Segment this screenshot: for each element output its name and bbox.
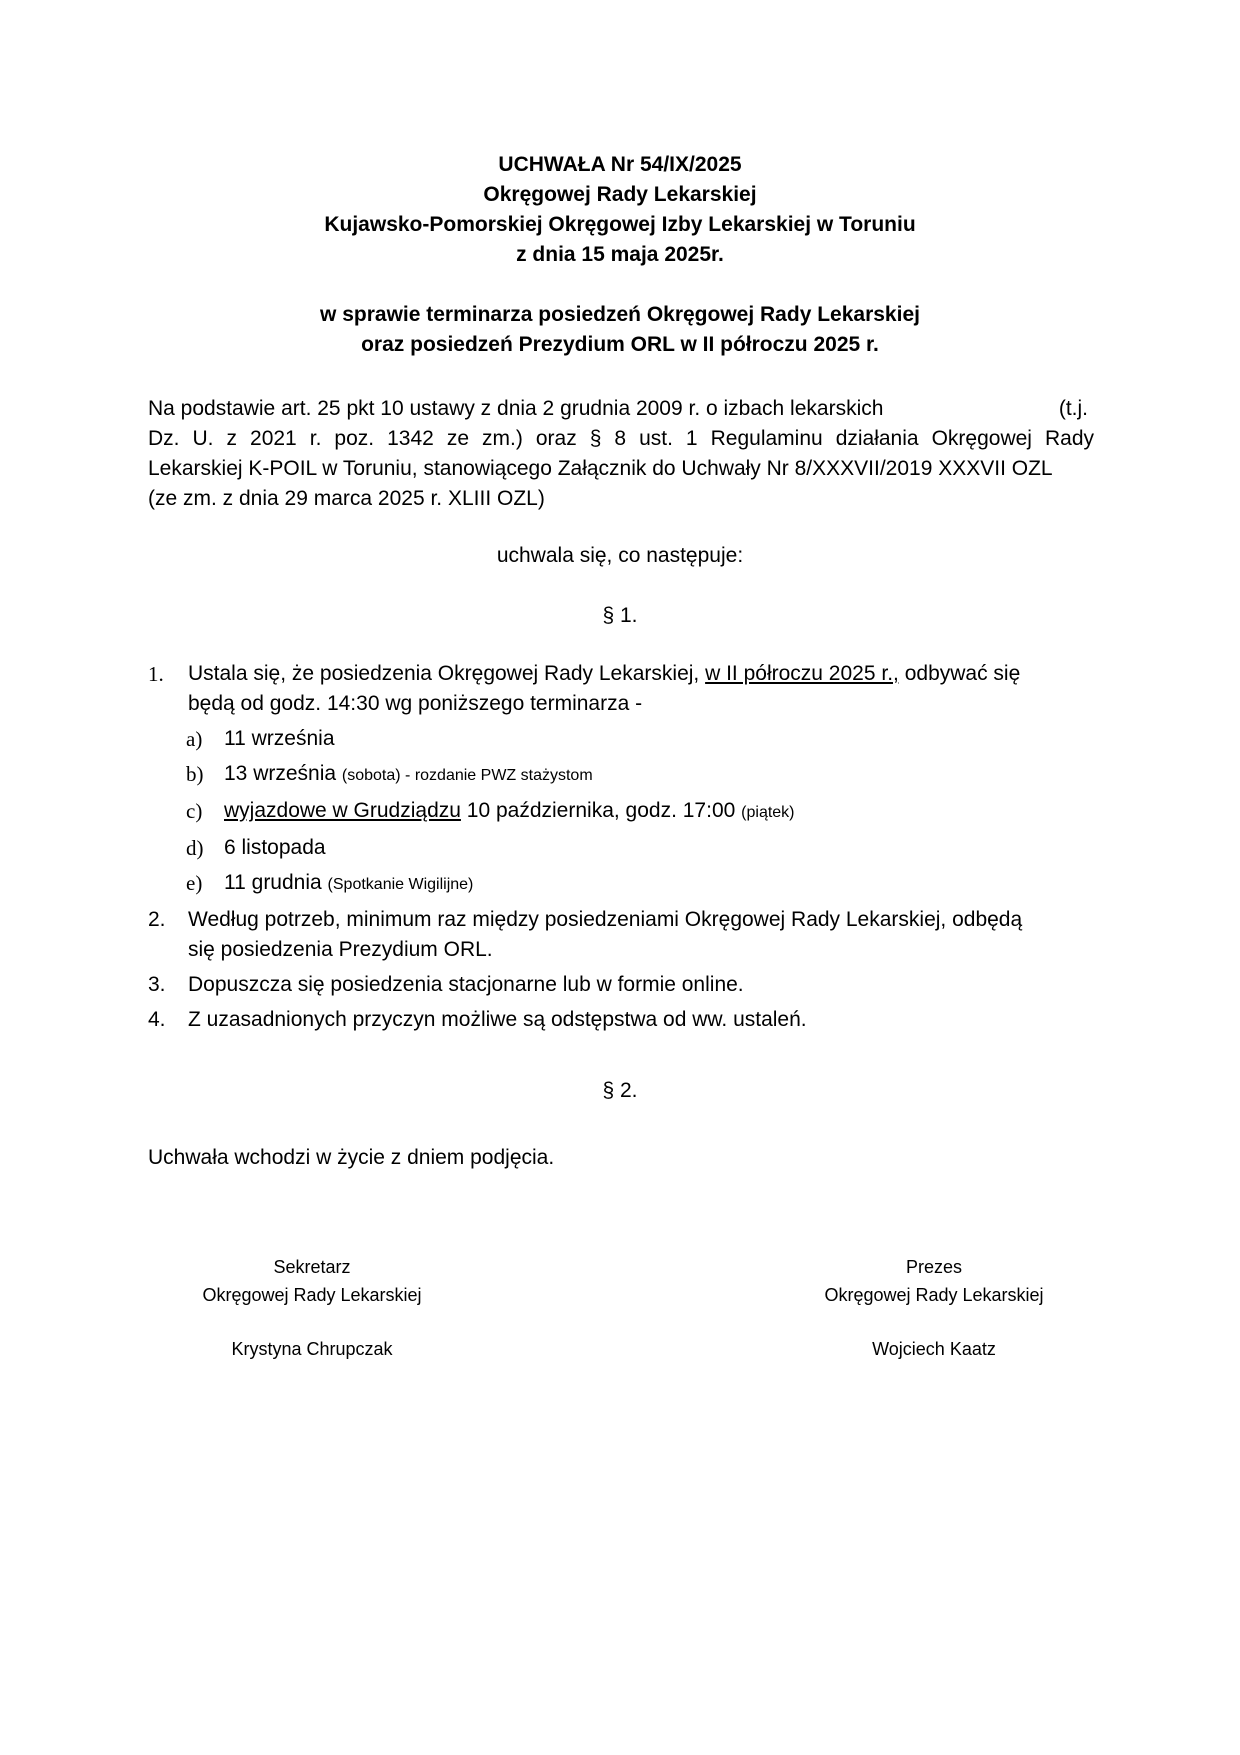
item-3-text: Dopuszcza się posiedzenia stacjonarne lub w formie online. [188,973,744,996]
list-item-4 [148,1005,1098,1035]
item-2-text-continued: się posiedzenia Prezydium ORL. [188,938,493,961]
item-2-text: Według potrzeb, minimum raz między posiedzeniami Okręgowej Rady Lekarskiej, odbędą [188,908,1023,931]
signatory-name: Krystyna Chrupczak [231,1339,393,1359]
item-1-text-end: odbywać się [904,662,1021,685]
resolution-number: UCHWAŁA Nr 54/IX/2025 [498,153,742,176]
issuing-body: Okręgowej Rady Lekarskiej [483,183,757,206]
sub-letter: c) [186,799,203,823]
item-1-underlined: w II półroczu 2025 r., [705,662,899,685]
signatory-role: Sekretarz [273,1257,351,1277]
signatory-body: Okręgowej Rady Lekarskiej [824,1285,1044,1305]
signatory-name: Wojciech Kaatz [872,1339,996,1359]
preamble-line-4: (ze zm. z dnia 29 marca 2025 r. XLIII OZL) [148,487,545,510]
resolution-title [0,150,1240,270]
preamble-line-1: Na podstawie art. 25 pkt 10 ustawy z dnia 2 grudnia 2009 r. o izbach lekarskich [148,397,884,420]
item-number: 3. [148,973,166,996]
entry-into-force: Uchwała wchodzi w życie z dniem podjęcia. [148,1146,555,1169]
resolution-date: z dnia 15 maja 2025r. [516,243,724,266]
meeting-date: 11 września [224,727,335,750]
item-number: 4. [148,1008,166,1031]
meeting-note: (Spotkanie Wigilijne) [327,876,474,893]
section-1-heading: § 1. [602,604,638,627]
resolution-subject [0,300,1240,360]
list-item-2 [148,905,1098,965]
signature-president [784,1253,1084,1363]
chamber-name: Kujawsko-Pomorskiej Okręgowej Izby Lekarskiej w Toruniu [324,213,916,236]
list-item-1 [148,659,1098,719]
sub-letter: d) [186,836,204,860]
meeting-location: wyjazdowe w Grudziądzu [224,799,461,822]
meeting-date: 6 listopada [224,836,326,859]
meeting-date: 10 października, godz. 17:00 [466,799,736,822]
item-1-text-continued: będą od godz. 14:30 wg poniższego terminarza - [188,692,643,715]
preamble-line-1-end: (t.j. [1058,397,1088,420]
subject-line-2: oraz posiedzeń Prezydium ORL w II półroczu 2025 r. [361,333,879,356]
sub-letter: a) [186,727,203,751]
item-number: 1. [148,662,164,686]
sub-letter: b) [186,762,204,786]
meeting-note: (sobota) - rozdanie PWZ stażystom [341,767,593,784]
sub-item-c [148,796,1098,828]
section-1-list [148,659,1098,1040]
signature-secretary [162,1253,462,1363]
sub-letter: e) [186,871,203,895]
resolves-line: uchwala się, co następuje: [496,544,744,567]
sub-item-a [148,724,1098,754]
preamble-line-3: Lekarskiej K-POIL w Toruniu, stanowiącego Załącznik do Uchwały Nr 8/XXXVII/2019 XXXVII OZL [148,457,1053,480]
item-4-text: Z uzasadnionych przyczyn możliwe są odstępstwa od ww. ustaleń. [188,1008,807,1031]
item-number: 2. [148,908,166,931]
meeting-note: (piątek) [741,804,795,821]
meeting-date: 13 września [224,762,337,785]
legal-basis-paragraph [148,394,1094,514]
meeting-date: 11 grudnia [224,871,322,894]
signatory-body: Okręgowej Rady Lekarskiej [202,1285,422,1305]
sub-item-b [148,759,1098,791]
subject-line-1: w sprawie terminarza posiedzeń Okręgowej Rady Lekarskiej [320,303,920,326]
list-item-3 [148,970,1098,1000]
section-2-heading: § 2. [602,1079,638,1102]
signatory-role: Prezes [905,1257,963,1277]
sub-item-e [148,868,1098,900]
item-1-text: Ustala się, że posiedzenia Okręgowej Rady Lekarskiej, [188,662,700,685]
preamble-line-2: Dz. U. z 2021 r. poz. 1342 ze zm.) oraz § 8 ust. 1 Regulaminu działania Okręgowej Rady [148,427,1094,450]
sub-item-d [148,833,1098,863]
